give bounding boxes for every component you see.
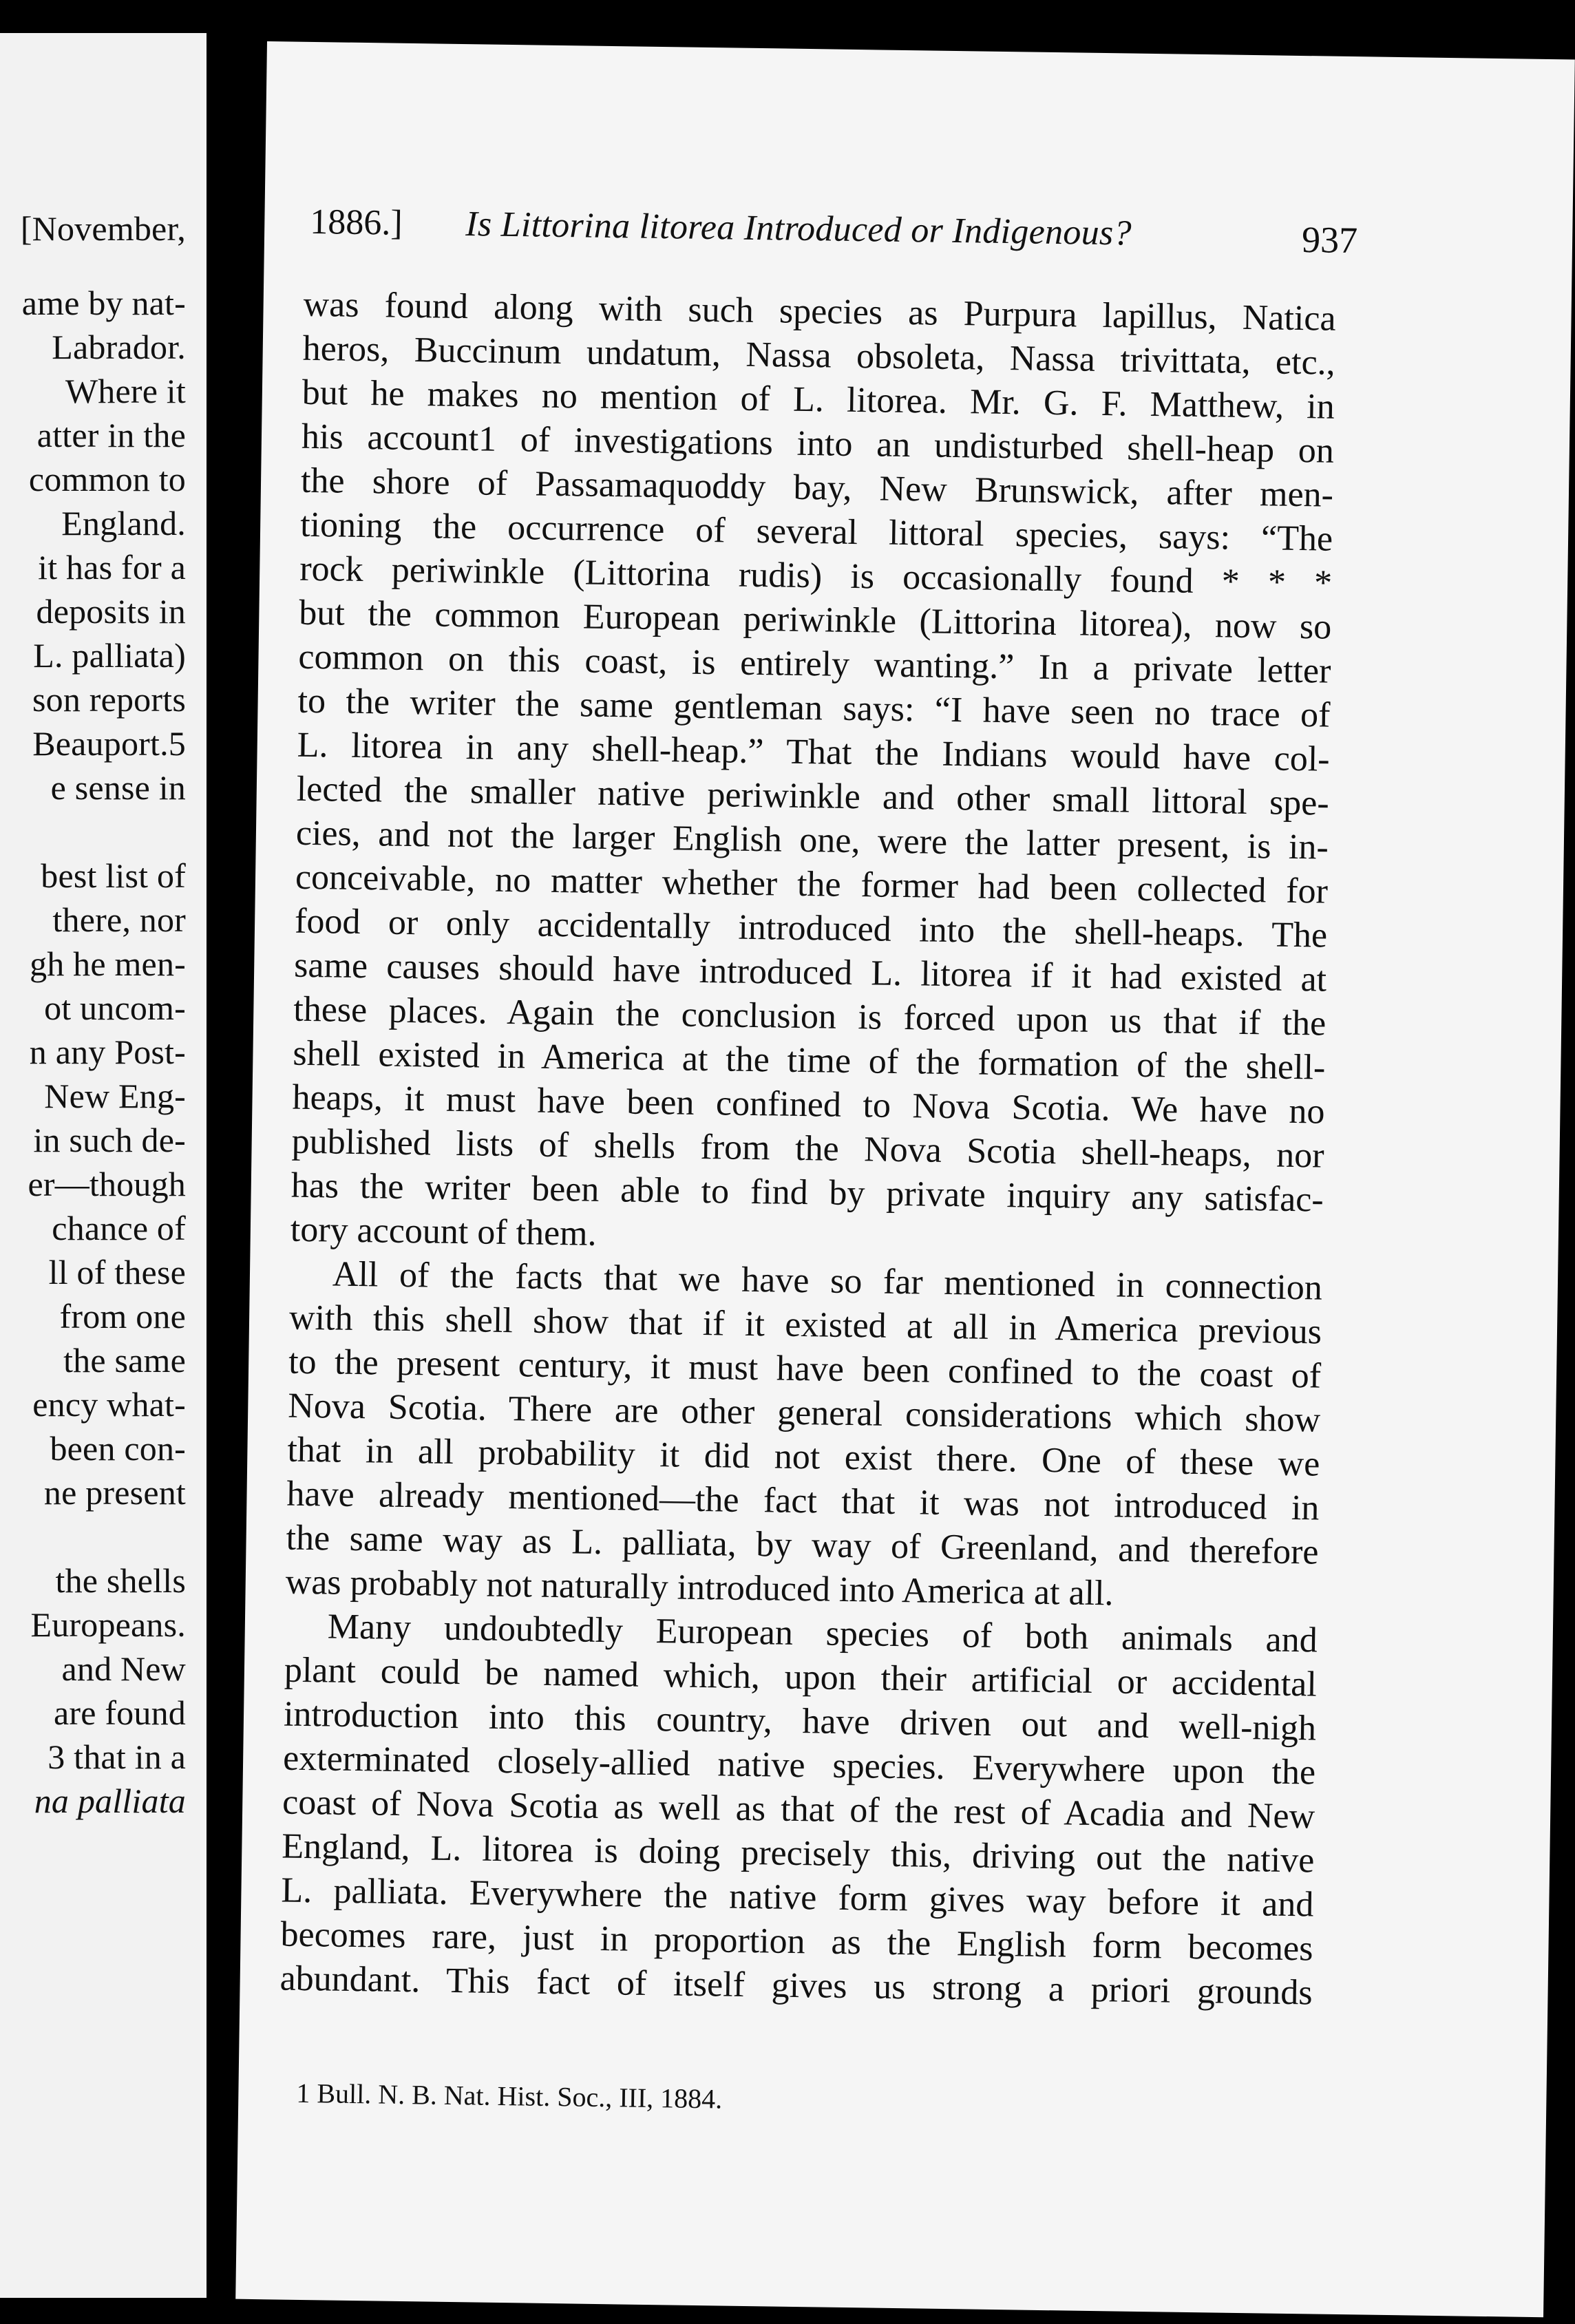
text-line: was found along with such species as Purpura lapillus, Natica <box>303 284 1336 339</box>
text-line: conceivable, no matter whether the former had been collected for <box>295 857 1329 911</box>
left-line: son reports <box>32 680 186 719</box>
left-line: e sense in <box>50 768 186 807</box>
left-line: ency what- <box>32 1385 186 1424</box>
left-line: common to <box>28 460 186 498</box>
left-line: the same <box>63 1341 186 1380</box>
text-line: have already mentioned—the fact that it was not introduced in <box>286 1474 1320 1528</box>
left-line: L. palliata) <box>33 636 186 675</box>
text-line: these places. Again the conclusion is forced upon us that if the <box>293 989 1326 1044</box>
footnote: 1 Bull. N. B. Nat. Hist. Soc., III, 1884. <box>296 2077 723 2115</box>
text-line: common on this coast, is entirely wanting.” In a private letter <box>298 637 1331 691</box>
text-line: food or only accidentally introduced into the shell-heaps. The <box>294 901 1328 955</box>
left-line: England. <box>61 504 186 542</box>
text-line: that in all probability it did not exist there. One of these we <box>287 1430 1320 1484</box>
text-line: his account1 of investigations into an undisturbed shell-heap on <box>301 416 1335 471</box>
text-line: published lists of shells from the Nova Scotia shell-heaps, nor <box>291 1121 1324 1176</box>
text-line: L. palliata. Everywhere the native form gives way before it and <box>281 1870 1314 1925</box>
running-head-year: 1886.] <box>309 202 403 243</box>
text-line: cies, and not the larger English one, were the latter present, is in- <box>295 813 1329 867</box>
left-line: 3 that in a <box>47 1737 186 1776</box>
left-line: Beauport.5 <box>32 724 186 763</box>
text-line: to the writer the same gentleman says: “I have seen no trace of <box>297 681 1331 735</box>
left-line: chance of <box>52 1209 186 1247</box>
text-line: tioning the occurrence of several littoral species, says: “The <box>299 505 1333 559</box>
left-line: best list of <box>41 856 186 895</box>
text-line: introduction into this country, have driven out and well-nigh <box>283 1694 1317 1749</box>
left-line: there, nor <box>52 900 186 939</box>
text-line: coast of Nova Scotia as well as that of the rest of Acadia and New <box>282 1782 1315 1837</box>
text-line: same causes should have introduced L. litorea if it had existed at <box>293 945 1327 1000</box>
text-line: tory account of them. <box>290 1209 598 1254</box>
left-line: in such de- <box>33 1121 186 1159</box>
text-line: Nova Scotia. There are other general considerations which show <box>287 1386 1321 1440</box>
text-line: abundant. This fact of itself gives us strong a priori grounds <box>279 1958 1313 2013</box>
page-number: 937 <box>1301 219 1358 262</box>
text-line: L. litorea in any shell-heap.” That the Indians would have col- <box>297 725 1330 779</box>
left-line: Where it <box>65 372 186 410</box>
left-page-fragment <box>0 33 207 2298</box>
left-line: atter in the <box>36 416 186 454</box>
left-line: na palliata <box>34 1782 186 1820</box>
text-line: rock periwinkle (Littorina rudis) is occasionally found * * * <box>299 549 1333 603</box>
text-line: has the writer been able to find by private inquiry any satisfac- <box>290 1165 1324 1220</box>
text-line: but he makes no mention of L. litorea. Mr. G. F. Matthew, in <box>302 372 1335 427</box>
left-line: ll of these <box>48 1253 186 1291</box>
text-line: but the common European periwinkle (Littorina litorea), now so <box>299 593 1332 647</box>
left-line: ame by nat- <box>21 284 186 322</box>
left-line: [November, <box>20 209 186 248</box>
text-line: lected the smaller native periwinkle and other small littoral spe- <box>296 769 1330 823</box>
left-line: the shells <box>55 1561 186 1600</box>
text-line: the shore of Passamaquoddy bay, New Brunswick, after men- <box>300 461 1334 515</box>
text-line: exterminated closely-allied native species. Everywhere upon the <box>282 1738 1316 1793</box>
left-line: Europeans. <box>30 1605 186 1644</box>
text-line: plant could be named which, upon their artificial or accidental <box>284 1650 1318 1704</box>
text-line: England, L. litorea is doing precisely this, driving out the native <box>281 1826 1315 1881</box>
left-line: gh he men- <box>30 944 186 983</box>
left-line: it has for a <box>38 548 186 587</box>
text-line: Many undoubtedly European species of both animals and <box>327 1607 1318 1660</box>
left-line: New Eng- <box>44 1077 186 1115</box>
text-line: All of the facts that we have so far mentioned in connection <box>332 1254 1323 1308</box>
left-line: Labrador. <box>52 328 186 366</box>
left-line: n any Post- <box>29 1033 186 1071</box>
text-line: heros, Buccinum undatum, Nassa obsoleta, Nassa trivittata, etc., <box>302 328 1336 383</box>
left-line: er—though <box>28 1165 186 1203</box>
text-line: was probably not naturally introduced into America at all. <box>285 1562 1114 1614</box>
text-line: becomes rare, just in proportion as the English form becomes <box>280 1914 1313 1969</box>
left-line: deposits in <box>36 592 186 631</box>
left-line: ne present <box>43 1473 186 1512</box>
left-line: ot uncom- <box>44 989 186 1027</box>
text-line: to the present century, it must have been confined to the coast of <box>288 1342 1322 1396</box>
book-page <box>235 41 1575 2317</box>
left-line: are found <box>54 1693 186 1732</box>
text-line: the same way as L. palliata, by way of Greenland, and therefore <box>286 1518 1319 1572</box>
text-line: heaps, it must have been confined to Nova Scotia. We have no <box>292 1077 1325 1132</box>
left-line: and New <box>61 1649 186 1688</box>
left-line: been con- <box>50 1429 186 1468</box>
left-line: from one <box>59 1297 186 1335</box>
running-head-title: Is Littorina litorea Introduced or Indigenous? <box>465 204 1132 253</box>
text-line: with this shell show that if it existed at all in America previous <box>288 1298 1322 1352</box>
text-line: shell existed in America at the time of the formation of the shell- <box>293 1033 1326 1088</box>
